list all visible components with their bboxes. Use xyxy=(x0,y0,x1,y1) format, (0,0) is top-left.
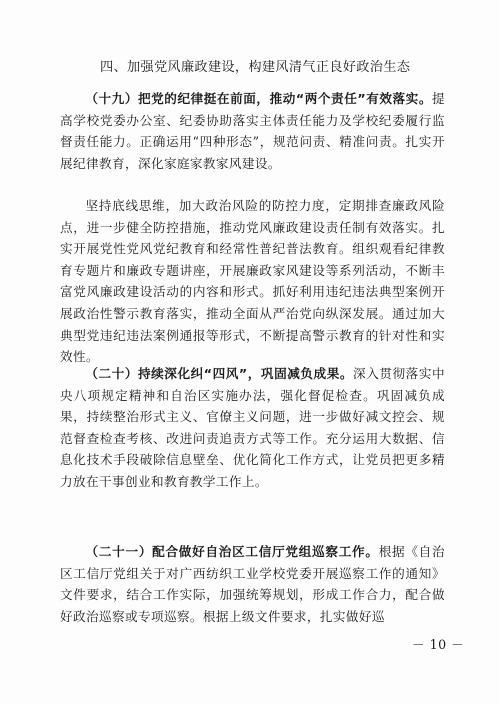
paragraph-19-lead: （十九）把党的纪律挺在前面，推动“两个责任”有效落实。 xyxy=(85,91,432,106)
paragraph-19 xyxy=(60,88,445,174)
paragraph-20-lead: （二十）持续深化纠“四风”，巩固减负成果。 xyxy=(85,366,354,381)
paragraph-19-continued xyxy=(60,195,445,368)
paragraph-21-lead: （二十一）配合做好自治区工信厅党组巡察工作。 xyxy=(85,544,379,559)
paragraph-19-body: 提高学校党委办公室、纪委协助落实主体责任能力及学校纪委履行监督责任能力。正确运用“四种形态”，规范问责、精准问责。扎实开展纪律教育，深化家庭家教家风建设。 xyxy=(60,91,445,171)
paragraph-21 xyxy=(60,541,445,627)
section-heading: 四、加强党风廉政建设，构建风清气正良好政治生态 xyxy=(100,60,411,75)
paragraph-19-continued-body: 坚持底线思维，加大政治风险的防控力度，定期排查廉政风险点，进一步健全防控措施，推动党风廉政建设责任制有效落实。扎实开展党性党风党纪教育和经常性普纪普法教育。组织观看纪律教育专题片和廉政专题讲座，开展廉政家风建设等系列活动，不断丰富党风廉政建设活动的内容和形式。抓好利用违纪违法典型案例开展政治性警示教育落实，推动全面从严治党向纵深发展。通过加大典型党违纪违法案例通报等形式，不断提高警示教育的针对性和实效性。 xyxy=(60,198,445,365)
page-number: － 10 － xyxy=(412,637,465,652)
paragraph-20-body: 深入贯彻落实中央八项规定精神和自治区实施办法，强化督促检查。巩固减负成果，持续整治形式主义、官僚主义问题，进一步做好减文控会、规范督查检查考核、改进问责追责方式等工作。充分运用大数据、信息化技术手段破除信息壁垒、优化简化工作方式，让党员把更多精力放在干事创业和教育教学工作上。 xyxy=(60,366,445,489)
paragraph-21-body: 根据《自治区工信厅党组关于对广西纺织工业学校党委开展巡察工作的通知》文件要求，结合工作实际，加强统筹规划，形成工作合力，配合做好政治巡察或专项巡察。根据上级文件要求，扎实做好巡 xyxy=(60,544,446,624)
paragraph-20 xyxy=(60,363,445,493)
